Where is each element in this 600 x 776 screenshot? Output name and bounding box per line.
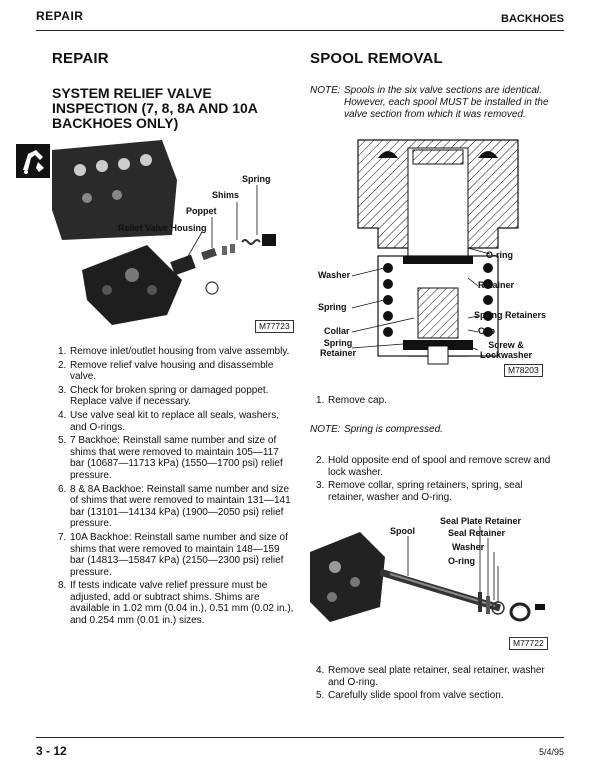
figure-id: M78203 bbox=[504, 364, 543, 377]
list-item: 4. Remove seal plate retainer, seal retainer, washer and O-ring. bbox=[316, 665, 545, 688]
figure-id: M77722 bbox=[509, 637, 548, 650]
list-item: 2. Remove relief valve housing and disassemble valve. bbox=[58, 359, 274, 383]
label-washer: Washer bbox=[452, 542, 485, 552]
list-item: 8. If tests indicate valve relief pressure must be adjusted, add or subtract shims. Shims are available in 1.02 mm (0.04 in.), 0.51 mm (0.02 in.), and 0.254 mm (0.01 in.) sizes. bbox=[58, 580, 294, 627]
label-seal-plate-retainer: Seal Plate Retainer bbox=[440, 516, 522, 526]
figure-id: M77723 bbox=[255, 320, 294, 333]
label-oring: O-ring bbox=[486, 250, 513, 260]
label-poppet: Poppet bbox=[186, 206, 217, 216]
list-item: 5. Carefully slide spool from valve section. bbox=[316, 690, 504, 702]
list-item: 1. Remove inlet/outlet housing from valve assembly. bbox=[58, 346, 290, 357]
footer-rule bbox=[36, 737, 564, 738]
spool-cutaway-figure bbox=[318, 128, 558, 376]
label-shims: Shims bbox=[212, 190, 240, 200]
right-section-title: SPOOL REMOVAL bbox=[310, 50, 443, 67]
left-subtitle: SYSTEM RELIEF VALVE INSPECTION (7, 8, 8A AND 10A BACKHOES ONLY) bbox=[52, 85, 258, 131]
label-oring: O-ring bbox=[448, 556, 475, 566]
note-spools: NOTE: Spools in the six valve sections are identical. However, each spool MUST be installed in the valve section from which it was removed. bbox=[310, 85, 549, 120]
backhoe-tab-icon bbox=[16, 144, 50, 178]
list-item: 7. 10A Backhoe: Reinstall same number and size of shims that were removed to maintain 148—159 bar (14813—15847 kPa) (2150—2300 psi) relief pressure. bbox=[58, 531, 288, 578]
revision-date: 5/4/95 bbox=[538, 747, 564, 757]
spool-steps-4-5 bbox=[316, 665, 560, 704]
list-item: 3. Remove collar, spring retainers, spring, seal retainer, washer and O-ring. bbox=[316, 480, 523, 503]
running-header-right: BACKHOES bbox=[501, 13, 564, 25]
spool-exploded-figure bbox=[310, 512, 560, 650]
note-spring: NOTE: Spring is compressed. bbox=[310, 424, 443, 435]
label-spring: Spring bbox=[242, 174, 271, 184]
spool-steps-2-3 bbox=[316, 455, 560, 505]
spool-step-1 bbox=[316, 395, 560, 409]
label-seal-retainer: Seal Retainer bbox=[448, 528, 506, 538]
label-spring-retainer: Spring Retainer bbox=[320, 338, 357, 358]
label-cap: Cap bbox=[478, 326, 496, 336]
label-spring-retainers: Spring Retainers bbox=[474, 310, 547, 320]
running-header-left: REPAIR bbox=[36, 9, 84, 23]
label-spring: Spring bbox=[318, 302, 347, 312]
label-washer: Washer bbox=[318, 270, 351, 280]
label-spool: Spool bbox=[390, 526, 415, 536]
label-screw-lockwasher: Screw & Lockwasher bbox=[480, 340, 533, 360]
label-collar: Collar bbox=[324, 326, 350, 336]
list-item: 3. Check for broken spring or damaged poppet. Replace valve if necessary. bbox=[58, 384, 269, 408]
relief-valve-figure bbox=[52, 140, 292, 340]
label-relief-valve-housing: Relief Valve Housing bbox=[118, 223, 207, 233]
list-item: 1. Remove cap. bbox=[316, 395, 387, 406]
left-section-title: REPAIR bbox=[52, 50, 109, 67]
list-item: 4. Use valve seal kit to replace all seals, washers, and O-rings. bbox=[58, 409, 279, 433]
label-retainer: Retainer bbox=[478, 280, 515, 290]
relief-valve-steps bbox=[58, 346, 294, 629]
header-rule bbox=[36, 30, 564, 31]
list-item: 2. Hold opposite end of spool and remove screw and lock washer. bbox=[316, 455, 551, 478]
page-number: 3 - 12 bbox=[36, 744, 67, 758]
list-item: 6. 8 & 8A Backhoe: Reinstall same number and size of shims that were removed to maintain 131—141 bar (13101—14134 kPa) (1900—2050 psi) relief pressure. bbox=[58, 483, 291, 530]
list-item: 5. 7 Backhoe: Reinstall same number and size of shims that were removed to maintain 105—117 bar (10687—11713 kPa) (1550—1700 psi) relief pressure. bbox=[58, 435, 283, 481]
